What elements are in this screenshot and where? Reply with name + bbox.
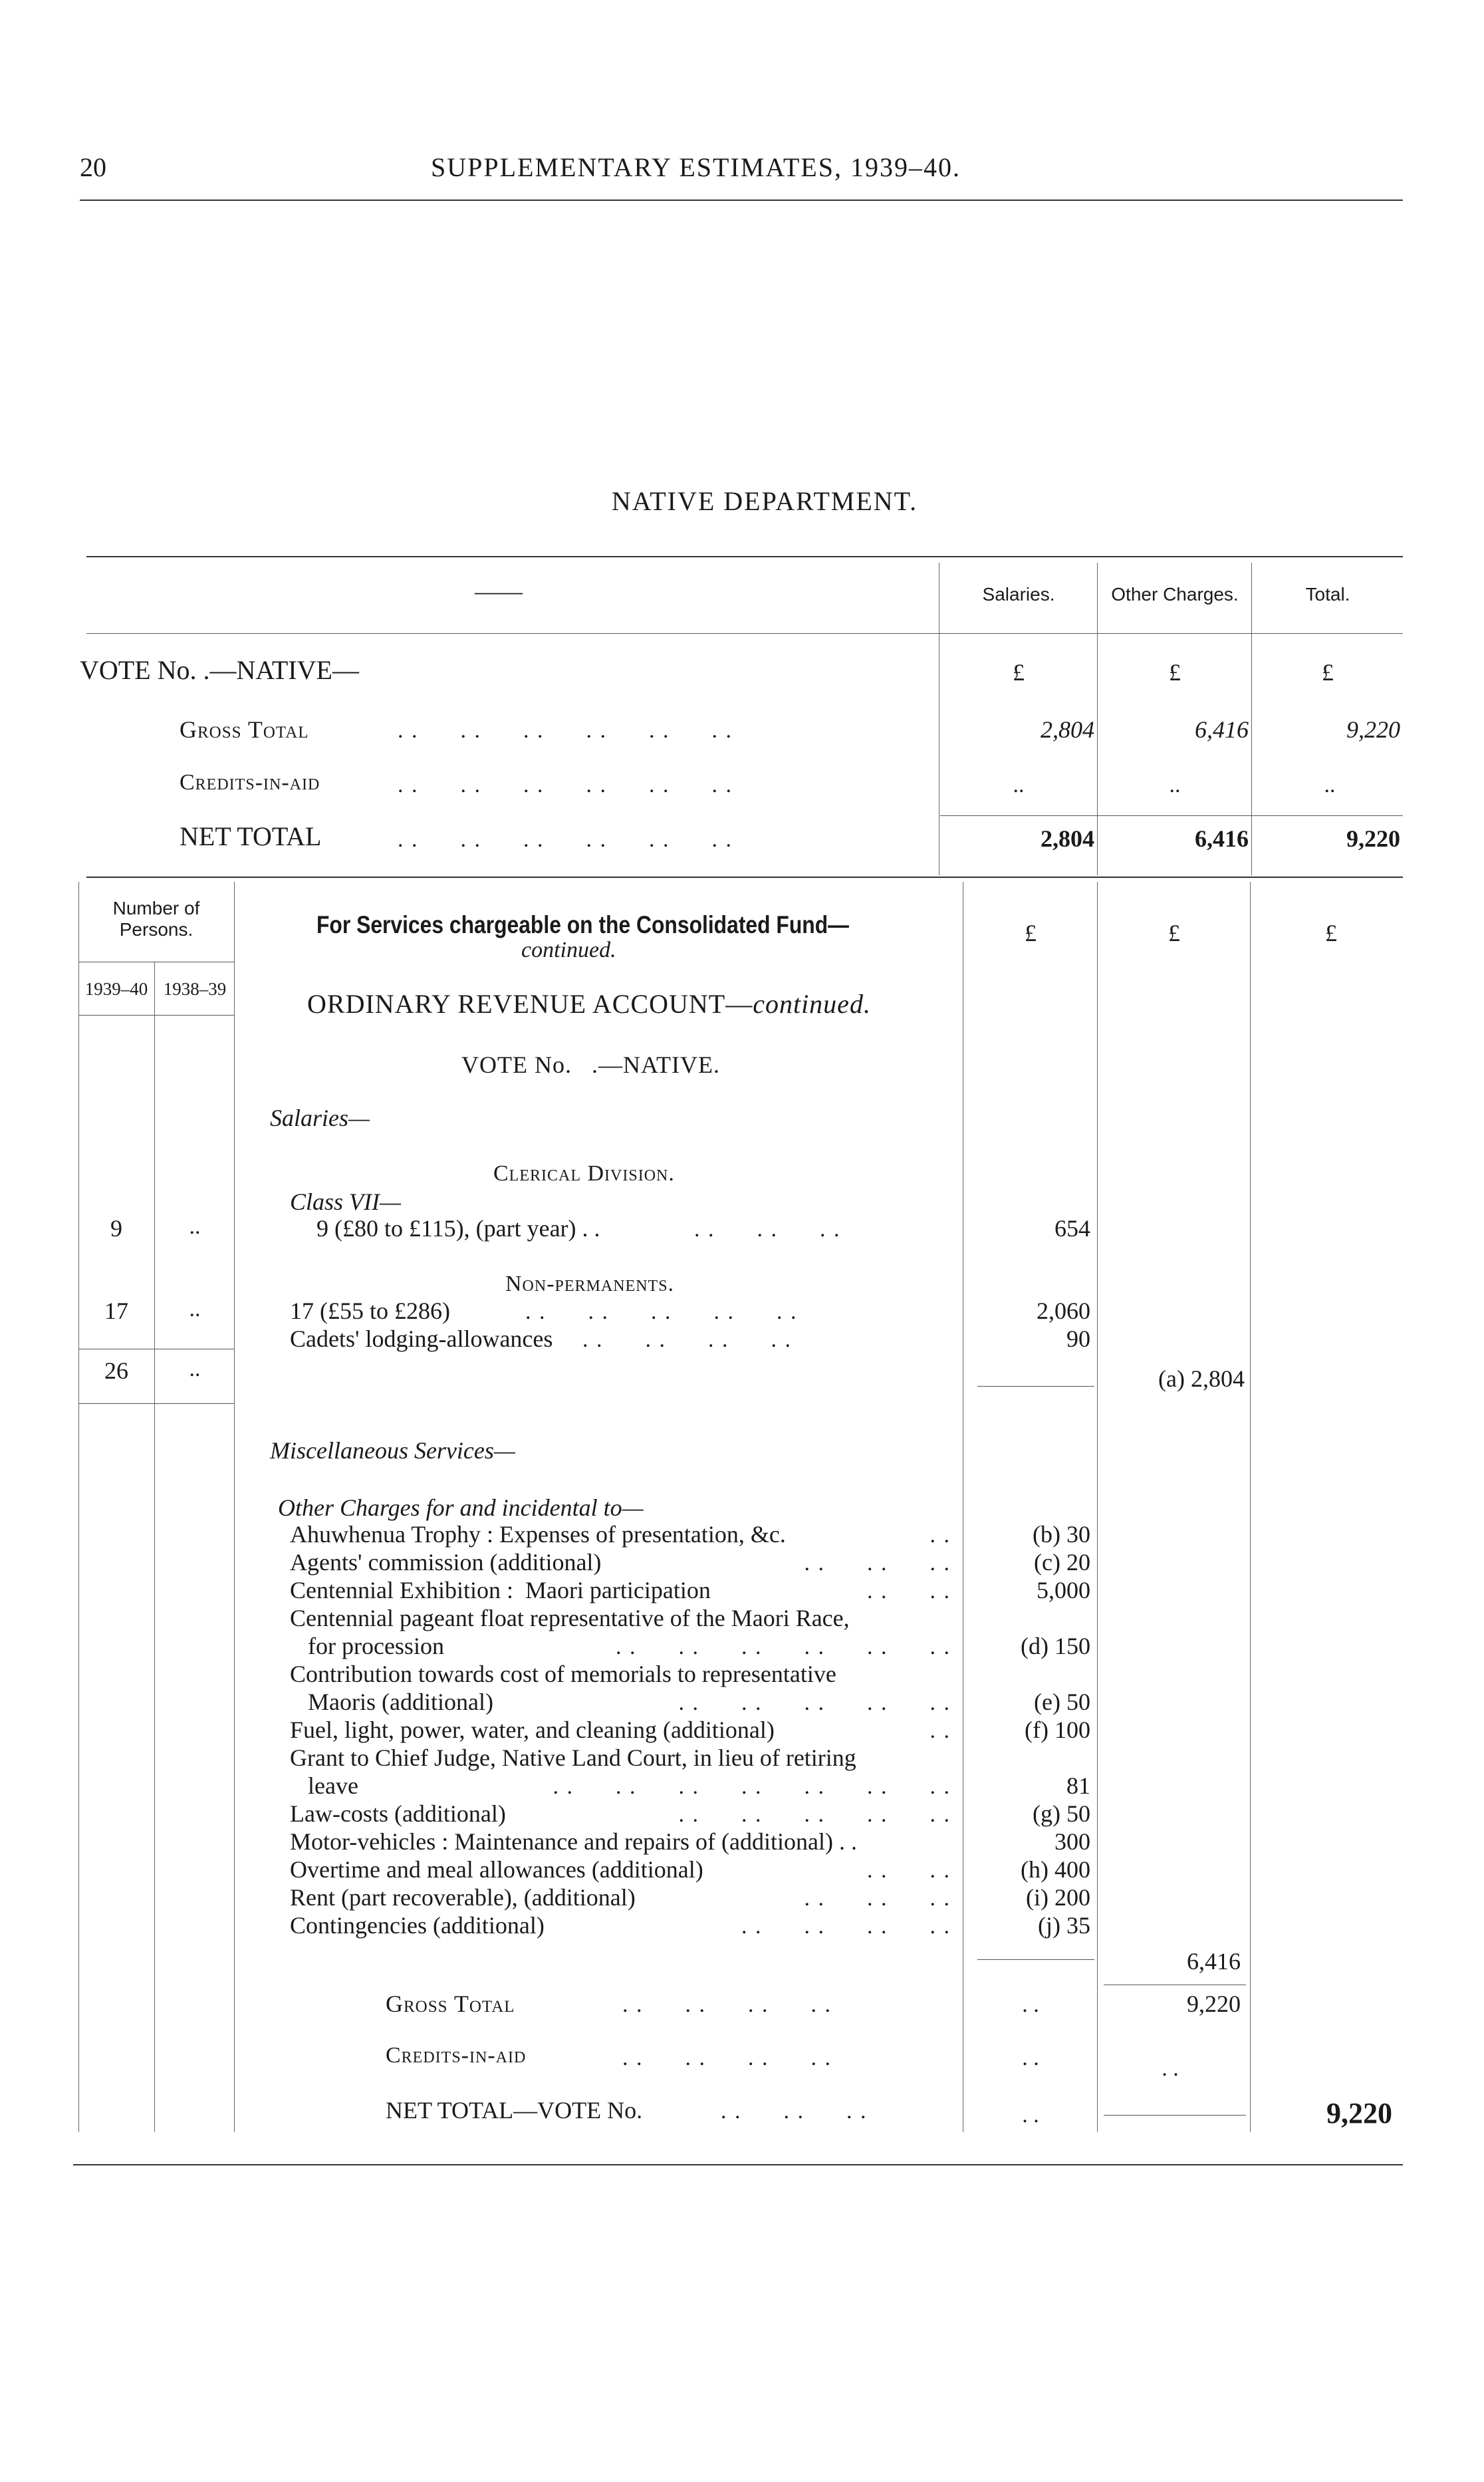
summary-divider-2 [1097,563,1098,875]
misc-line-leader: . . . . [867,1579,951,1603]
misc-subtotal-rule [977,1959,1094,1960]
summary-credits-salaries: .. [1013,773,1025,797]
salaries-heading: Salaries— [270,1105,370,1131]
summary-net-other: 6,416 [1195,825,1249,852]
misc-line-leader: . . . . . . . . . . . . . . [553,1774,951,1799]
salary-amount-nonperm: 2,060 [1037,1298,1090,1324]
misc-line-amount: 5,000 [1037,1577,1090,1603]
misc-subtotal: 6,416 [1187,1948,1241,1975]
detail-gross-label: Gross Total [386,1991,515,2017]
detail-net-label: NET TOTAL—VOTE No. [386,2097,643,2124]
misc-line-text: Maoris (additional) [290,1689,493,1715]
vote-label: VOTE No. .—NATIVE— [80,655,359,685]
persons-left-rule [78,882,79,2132]
detail-gross-other: 9,220 [1187,1991,1241,2017]
consolidated-fund-cont: continued. [521,938,616,962]
summary-dash: —— [475,578,523,605]
misc-line-text: Agents' commission (additional) [290,1549,602,1576]
summary-net-total: 9,220 [1346,825,1400,852]
misc-line-text: Overtime and meal allowances (additional) [290,1856,703,1883]
misc-line-leader: . . [929,1523,951,1548]
misc-line-text: Law-costs (additional) [290,1800,506,1827]
misc-line-text: Centennial Exhibition : Maori participation [290,1577,711,1603]
persons-total-1938: .. [189,1357,201,1381]
persons-total-bottom-rule [78,1403,234,1404]
summary-credits-total: .. [1324,773,1336,797]
pound-total: £ [1322,659,1334,686]
class-vii: Class VII— [290,1188,402,1215]
misc-line-amount: (d) 150 [1021,1633,1090,1659]
summary-bottom-rule [86,877,1403,878]
detail-net-leader: . . . . . . [721,2099,868,2124]
misc-line-amount: (e) 50 [1034,1689,1090,1715]
pound-salaries: £ [1013,659,1025,686]
detail-credits-other: . . [1162,2056,1179,2081]
col-other-charges-header: Other Charges. [1111,584,1239,605]
persons-1938-class-vii: .. [189,1214,201,1239]
salary-line-class-vii-leader: . . . . . . [694,1217,841,1242]
salary-amount-cadets: 90 [1066,1325,1090,1352]
salary-line-class-vii: 9 (£80 to £115), (part year) . . [316,1215,600,1242]
year-header-rule [78,1015,234,1016]
detail-gross-leader: . . . . . . . . [622,1993,832,2017]
consolidated-fund-heading: For Services chargeable on the Consolidated Fund— [316,911,849,938]
misc-line-amount: (h) 400 [1021,1856,1090,1883]
header-rule [80,200,1403,201]
misc-line-leader: . . [929,1719,951,1743]
persons-1939-nonperm: 17 [104,1298,128,1324]
detail-vote: VOTE No. .—NATIVE. [461,1051,720,1078]
misc-line-amount: (b) 30 [1033,1521,1090,1548]
misc-line-leader: . . . . . . . . . . [678,1691,951,1715]
salary-line-cadets-leader: . . . . . . . . [582,1327,792,1352]
ordinary-revenue-account [307,988,871,1020]
clerical-division: Clerical Division. [493,1161,675,1186]
misc-line-amount: (g) 50 [1033,1800,1090,1827]
summary-gross-salaries: 2,804 [1041,716,1094,743]
misc-line-leader: . . . . . . . . . . . . [616,1635,951,1659]
summary-divider-3 [1251,563,1252,875]
detail-net-total: 9,220 [1326,2097,1392,2130]
running-title: SUPPLEMENTARY ESTIMATES, 1939–40. [431,152,961,182]
account-title: ORDINARY REVENUE ACCOUNT— [307,989,753,1019]
misc-line-amount: 81 [1066,1772,1090,1799]
misc-line-text: Centennial pageant float representative of the Maori Race, [290,1605,850,1631]
pound-detail-total: £ [1325,920,1337,946]
salary-amount-class-vii: 654 [1054,1215,1090,1242]
misc-line-text: Grant to Chief Judge, Native Land Court, in lieu of retiring [290,1744,856,1771]
misc-line-leader: . . . . . . [804,1551,951,1576]
misc-line-text: Ahuwhenua Trophy : Expenses of presentation, &c. [290,1521,786,1548]
salary-line-nonperm: 17 (£55 to £286) [290,1298,450,1324]
non-permanents: Non-permanents. [505,1272,675,1296]
detail-credits-label: Credits-in-aid [386,2043,527,2068]
pound-other: £ [1169,659,1181,686]
pound-detail-salaries: £ [1025,920,1037,946]
misc-line-amount: (j) 35 [1038,1912,1090,1939]
salaries-subtotal-rule [977,1386,1094,1387]
salaries-right-rule [1097,882,1098,2132]
misc-line-amount: (f) 100 [1025,1717,1090,1743]
detail-credits-leader: . . . . . . . . [622,2046,832,2070]
persons-right-rule [234,882,235,2132]
misc-line-amount: (c) 20 [1034,1549,1090,1576]
summary-gross-label: Gross Total [180,716,309,743]
summary-credits-other: .. [1169,773,1181,797]
persons-header: Number of Persons. [112,898,200,940]
misc-heading: Miscellaneous Services— [270,1437,515,1464]
persons-total-1939: 26 [104,1357,128,1384]
account-cont: continued. [753,989,871,1019]
summary-net-label: NET TOTAL [180,821,322,851]
detail-net-salaries: . . [1022,2103,1039,2128]
summary-credits-label: Credits-in-aid [180,770,320,795]
detail-bottom-rule [73,2164,1403,2165]
misc-line-text: Fuel, light, power, water, and cleaning (additional) [290,1717,775,1743]
misc-line-leader: . . . . . . [804,1886,951,1911]
summary-gross-other: 6,416 [1195,716,1249,743]
pound-detail-other: £ [1168,920,1180,946]
summary-credits-leader: . . . . . . . . . . . . [398,773,733,797]
salaries-subtotal: (a) 2,804 [1158,1365,1245,1392]
salary-line-nonperm-leader: . . . . . . . . . . [525,1300,798,1324]
summary-gross-total: 9,220 [1346,716,1400,743]
page-number: 20 [80,152,106,182]
summary-gross-leader: . . . . . . . . . . . . [398,718,733,743]
col-total-header: Total. [1305,584,1350,605]
misc-line-text: Rent (part recoverable), (additional) [290,1884,636,1911]
department-title: NATIVE DEPARTMENT. [611,486,918,516]
misc-line-leader: . . . . . . . . . . [678,1802,951,1827]
persons-split-rule [154,962,155,2132]
misc-line-text: leave [290,1772,358,1799]
summary-header-rule [86,633,1403,634]
col-salaries-header: Salaries. [982,584,1055,605]
misc-line-text: Contingencies (additional) [290,1912,545,1939]
salary-line-cadets: Cadets' lodging-allowances [290,1325,553,1352]
misc-line-amount: (i) 200 [1026,1884,1090,1911]
summary-net-rule [940,815,1403,816]
misc-line-text: Contribution towards cost of memorials to representative [290,1661,836,1687]
misc-line-amount: 300 [1054,1828,1090,1855]
summary-net-salaries: 2,804 [1041,825,1094,852]
year-1938-header: 1938–39 [163,979,227,999]
misc-line-text: Motor-vehicles : Maintenance and repairs of (additional) . . [290,1828,857,1855]
misc-line-leader: . . . . . . . . [741,1914,951,1939]
detail-net-rule [1104,2115,1246,2116]
year-1939-header: 1939–40 [84,979,148,999]
summary-net-leader: . . . . . . . . . . . . [398,827,733,852]
persons-1939-class-vii: 9 [110,1215,122,1242]
misc-line-text: for procession [290,1633,444,1659]
summary-top-rule [86,556,1403,557]
detail-gross-salaries: . . [1022,1993,1039,2017]
misc-line-leader: . . . . [867,1858,951,1883]
other-charges-heading: Other Charges for and incidental to— [278,1494,644,1521]
detail-credits-salaries: . . [1022,2046,1039,2070]
persons-1938-nonperm: .. [189,1297,201,1321]
other-right-rule [1250,882,1251,2132]
